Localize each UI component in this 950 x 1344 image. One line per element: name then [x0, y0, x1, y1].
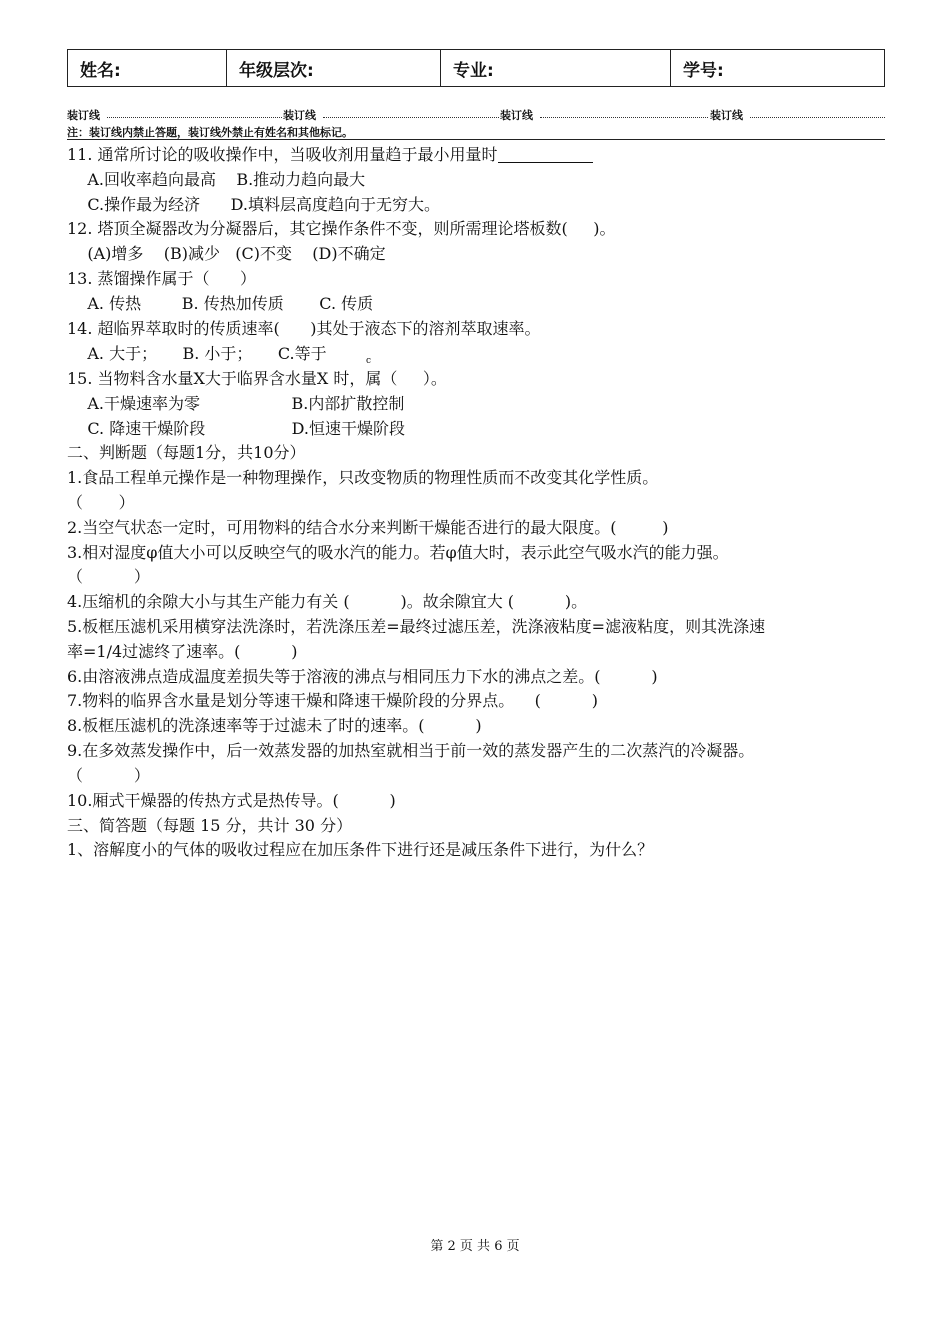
- judge-5: 5.板框压滤机采用横穿法洗涤时，若洗涤压差=最终过滤压差，洗涤液粘度=滤液粘度，则其洗涤速: [67, 617, 766, 636]
- answer-blank[interactable]: [498, 146, 593, 163]
- question-13: 13. 蒸馏操作属于（ ）: [67, 269, 257, 288]
- binding-dots: [540, 117, 708, 118]
- major-cell[interactable]: [441, 50, 671, 86]
- student-id-label: 学号:: [683, 60, 724, 81]
- question-14: 14. 超临界萃取时的传质速率( )其处于液态下的溶剂萃取速率。: [67, 319, 541, 338]
- student-info-table: [67, 49, 885, 87]
- judge-8: 8.板框压滤机的洗涤速率等于过滤未了时的速率。( ): [67, 716, 482, 735]
- student-id-cell[interactable]: [671, 50, 884, 86]
- question-11: 11. 通常所讨论的吸收操作中，当吸收剂用量趋于最小用量时: [67, 145, 593, 165]
- judge-6: 6.由溶液沸点造成温度差损失等于溶液的沸点与相同压力下水的沸点之差。( ): [67, 667, 658, 686]
- subscript-c: c: [366, 356, 372, 366]
- binding-line: [67, 107, 885, 121]
- question-14-options: A. 大于； B. 小于； C.等于: [67, 344, 327, 363]
- question-11-options-cd: C.操作最为经济 D.填料层高度趋向于无穷大。: [67, 195, 440, 214]
- judge-4: 4.压缩机的余隙大小与其生产能力有关 ( )。故余隙宜大 ( )。: [67, 592, 588, 611]
- judge-1: 1.食品工程单元操作是一种物理操作，只改变物质的物理性质而不改变其化学性质。: [67, 468, 659, 487]
- section-3-heading: 三、简答题（每题 15 分，共计 30 分）: [67, 816, 353, 835]
- name-label: 姓名:: [80, 60, 121, 81]
- binding-label: 装订线: [67, 109, 100, 122]
- grade-label: 年级层次:: [239, 60, 314, 81]
- binding-label: 装订线: [500, 109, 533, 122]
- judge-9-answer: （ ）: [67, 766, 150, 785]
- question-13-options: A. 传热 B. 传热加传质 C. 传质: [67, 294, 374, 313]
- binding-dots: [750, 117, 885, 118]
- judge-3: 3.相对湿度φ值大小可以反映空气的吸水汽的能力。若φ值大时，表示此空气吸水汽的能力强。: [67, 543, 729, 562]
- binding-dots: [107, 117, 282, 118]
- judge-7: 7.物料的临界含水量是划分等速干燥和降速干燥阶段的分界点。 ( ): [67, 691, 598, 710]
- major-label: 专业:: [453, 60, 494, 81]
- grade-cell[interactable]: [227, 50, 441, 86]
- binding-label: 装订线: [283, 109, 316, 122]
- question-15-options-cd: C. 降速干燥阶段 D.恒速干燥阶段: [67, 419, 405, 438]
- binding-dots: [323, 117, 499, 118]
- judge-10: 10.厢式干燥器的传热方式是热传导。( ): [67, 791, 396, 810]
- judge-9: 9.在多效蒸发操作中，后一效蒸发器的加热室就相当于前一效的蒸发器产生的二次蒸汽的冷凝器。: [67, 741, 755, 760]
- question-15-options-ab: A.干燥速率为零 B.内部扩散控制: [67, 394, 405, 413]
- page-footer: 第 2 页 共 6 页: [430, 1239, 520, 1254]
- question-15: 15. 当物料含水量X大于临界含水量X 时，属（ ）。: [67, 369, 447, 388]
- section-2-heading: 二、判断题（每题1分，共10分）: [67, 443, 306, 462]
- judge-2: 2.当空气状态一定时，可用物料的结合水分来判断干燥能否进行的最大限度。( ): [67, 518, 669, 537]
- binding-note: 注：装订线内禁止答题，装订线外禁止有姓名和其他标记。: [67, 124, 885, 140]
- judge-3-answer: （ ）: [67, 567, 150, 586]
- name-cell[interactable]: [68, 50, 227, 86]
- judge-5-cont: 率=1/4过滤终了速率。( ): [67, 642, 298, 661]
- question-11-options-ab: A.回收率趋向最高 B.推动力趋向最大: [67, 170, 366, 189]
- question-12-options: (A)增多 (B)减少 (C)不变 (D)不确定: [67, 244, 386, 263]
- judge-1-answer: （ ）: [67, 493, 135, 512]
- question-12: 12. 塔顶全凝器改为分凝器后，其它操作条件不变，则所需理论塔板数( )。: [67, 219, 616, 238]
- short-answer-1: 1、溶解度小的气体的吸收过程应在加压条件下进行还是减压条件下进行，为什么？: [67, 840, 654, 859]
- binding-label: 装订线: [710, 109, 743, 122]
